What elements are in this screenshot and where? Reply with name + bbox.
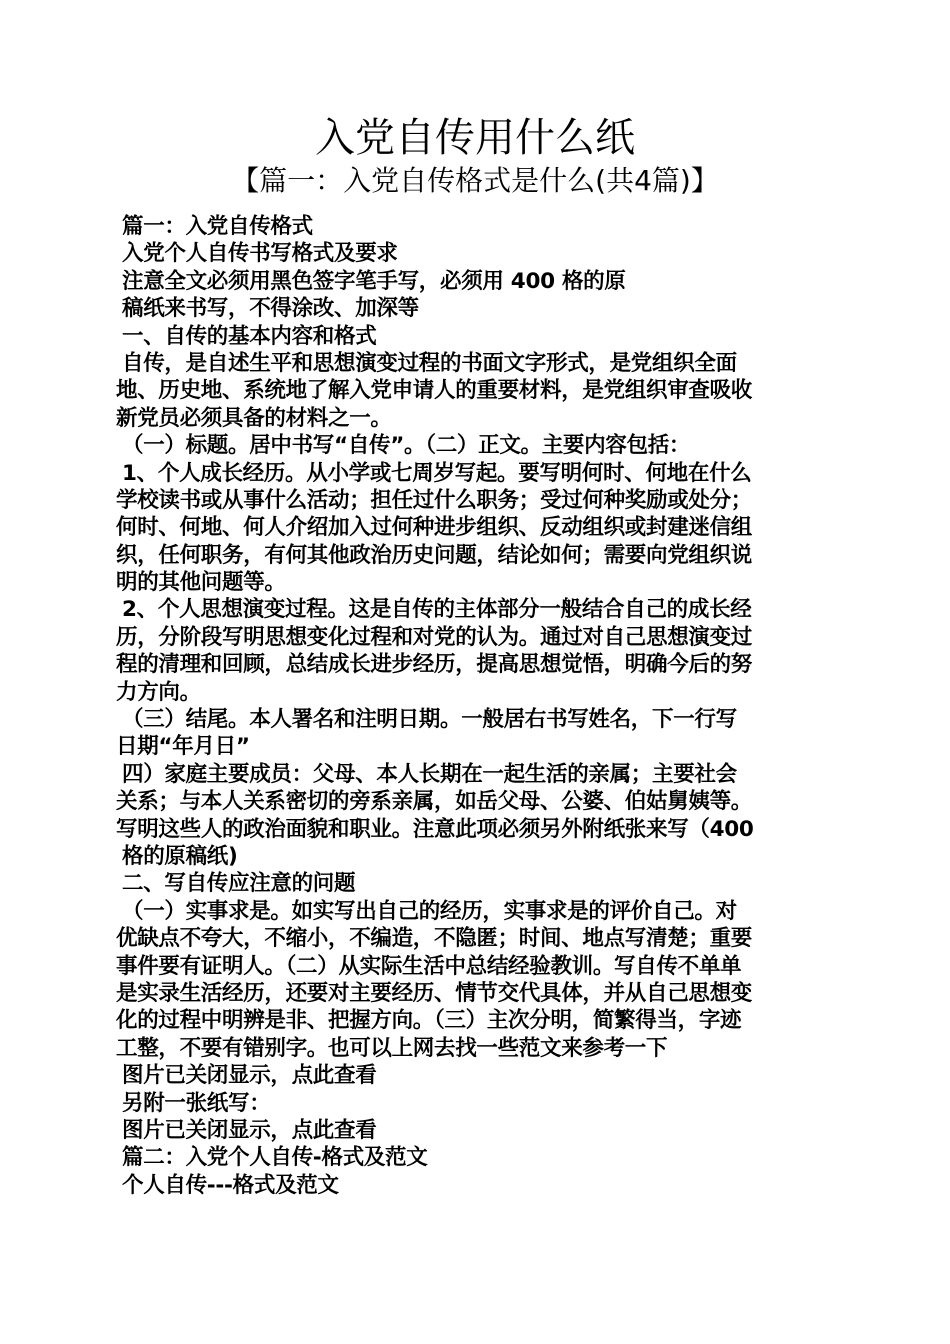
text-line: 自传，是自述生平和思想演变过程的书面文字形式，是党组织全面 [122, 350, 737, 376]
text-line: 图片已关闭显示，点此查看 [122, 1063, 377, 1089]
text-line: 新党员必须具备的材料之一。 [116, 405, 392, 431]
text-line: 2、个人思想演变过程。这是自传的主体部分一般结合自己的成长经 [122, 597, 752, 623]
text-line: 织，任何职务，有何其他政治历史问题，结论如何；需要向党组织说 [116, 542, 753, 568]
text-line: 二、写自传应注意的问题 [122, 871, 356, 897]
text-line: 注意全文必须用黑色签字笔手写，必须用 400 格的原 [122, 268, 626, 294]
text-line: 篇一：入党自传格式 [122, 214, 313, 239]
text-line: 何时、何地、何人介绍加入过何种进步组织、反动组织或封建迷信组 [116, 515, 753, 541]
text-line: （一）实事求是。如实写出自己的经历，实事求是的评价自己。对 [122, 898, 737, 924]
text-line: 工整，不要有错别字。也可以上网去找一些范文来参考一下 [116, 1035, 668, 1061]
text-line: 关系；与本人关系密切的旁系亲属，如岳父母、公婆、伯姑舅姨等。 [116, 789, 753, 815]
text-line: 个人自传---格式及范文 [122, 1172, 339, 1198]
text-line: 优缺点不夸大，不缩小，不编造，不隐匿；时间、地点写清楚；重要 [116, 926, 753, 952]
text-line: 格的原稿纸) [122, 843, 238, 869]
text-line: 是实录生活经历，还要对主要经历、情节交代具体，并从自己思想变 [116, 980, 753, 1006]
text-line: 日期“年月日” [116, 734, 250, 760]
document-subtitle: 【篇一：入党自传格式是什么(共4篇)】 [231, 164, 719, 197]
document-body [116, 213, 838, 1199]
text-line: 入党个人自传书写格式及要求 [122, 241, 398, 267]
document-title: 入党自传用什么纸 [315, 115, 635, 161]
text-line: 篇二：入党个人自传-格式及范文 [122, 1145, 428, 1171]
text-line: （一）标题。居中书写“自传”。（二）正文。主要内容包括： [122, 433, 691, 459]
text-line: 明的其他问题等。 [116, 570, 286, 596]
text-line: 写明这些人的政治面貌和职业。注意此项必须另外附纸张来写（400 [116, 816, 754, 842]
text-line: 稿纸来书写，不得涂改、加深等 [122, 296, 419, 322]
text-line: 历，分阶段写明思想变化过程和对党的认为。通过对自己思想演变过 [116, 624, 753, 650]
text-line: 程的清理和回顾，总结成长进步经历，提高思想觉悟，明确今后的努 [116, 652, 753, 678]
text-line: 化的过程中明辨是非、把握方向。（三）主次分明，简繁得当，字迹 [116, 1008, 742, 1034]
text-line: 1、个人成长经历。从小学或七周岁写起。要写明何时、何地在什么 [122, 460, 752, 486]
text-line: 另附一张纸写： [122, 1090, 271, 1116]
text-line: 四）家庭主要成员：父母、本人长期在一起生活的亲属；主要社会 [122, 761, 737, 787]
text-line: （三）结尾。本人署名和注明日期。一般居右书写姓名，下一行写 [122, 707, 737, 733]
text-line: 事件要有证明人。（二）从实际生活中总结经验教训。写自传不单单 [116, 953, 742, 979]
text-line: 一、自传的基本内容和格式 [122, 323, 377, 349]
text-line: 图片已关闭显示，点此查看 [122, 1117, 377, 1143]
text-line: 地、历史地、系统地了解入党申请人的重要材料，是党组织审查吸收 [116, 378, 753, 404]
text-line: 学校读书或从事什么活动；担任过什么职务；受过何种奖励或处分； [116, 487, 753, 513]
text-line: 力方向。 [116, 679, 201, 705]
